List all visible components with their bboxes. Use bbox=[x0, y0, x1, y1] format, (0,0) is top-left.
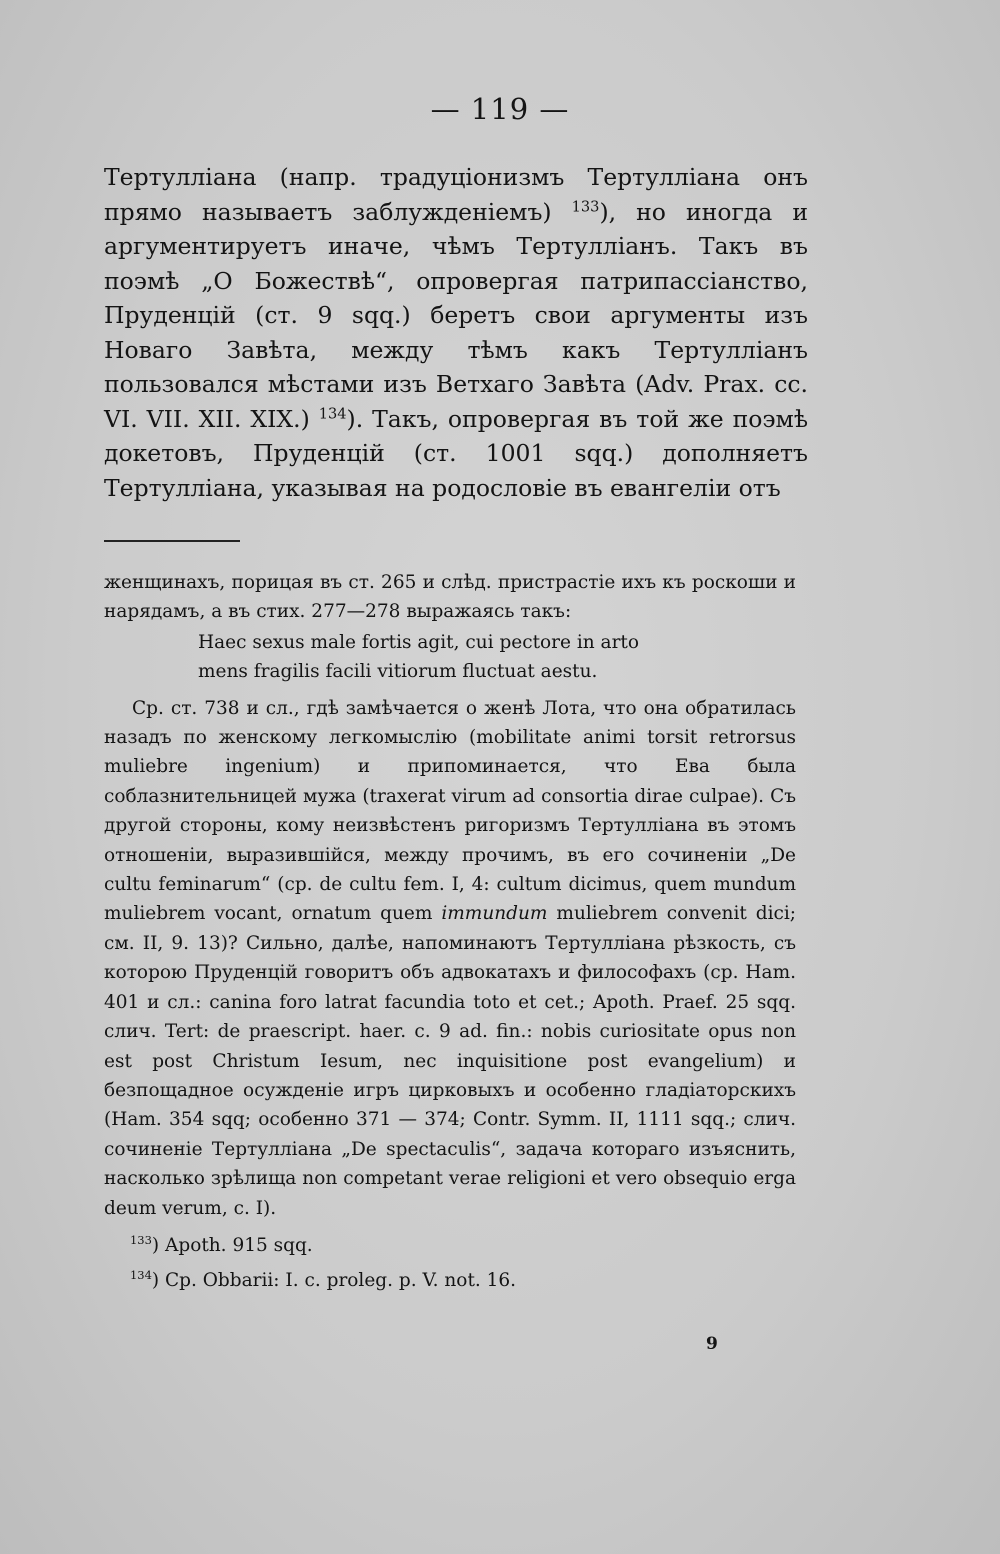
continued-note-intro: женщинахъ, порицая въ ст. 265 и слѣд. пристрастіе ихъ къ роскоши и нарядамъ, а въ стих. 277—278 выражаясь такъ: bbox=[104, 572, 796, 623]
signature-mark: 9 bbox=[706, 1334, 718, 1354]
verse-line: Haec sexus male fortis agit, cui pectore in arto bbox=[198, 631, 640, 653]
main-text-part-1: Тертулліана (напр. традуціонизмъ Тертулліана онъ прямо называетъ заблужденіемъ) bbox=[104, 163, 808, 226]
footnote-133 bbox=[104, 1231, 796, 1260]
footnote-separator-rule bbox=[104, 540, 240, 542]
main-text bbox=[104, 160, 808, 505]
continued-note-paragraph bbox=[104, 694, 796, 1223]
note-italic-word: immundum bbox=[441, 903, 548, 925]
verse-line: mens fragilis facili vitiorum fluctuat aestu. bbox=[198, 661, 598, 683]
footnote-number: 134 bbox=[130, 1268, 152, 1283]
main-text-part-3: ). Такъ, опровергая въ той же поэмѣ докетовъ, Пруденцій (ст. 1001 sqq.) дополняетъ Тертулліана, указывая на родословіе въ евангеліи отъ bbox=[104, 404, 808, 502]
page-number-header: — 119 — bbox=[430, 92, 570, 126]
footnote-ref-133[interactable]: 133 bbox=[571, 197, 600, 215]
latin-verse-quote bbox=[104, 628, 796, 687]
footnote-text: ) Apoth. 915 sqq. bbox=[151, 1234, 313, 1256]
main-paragraph bbox=[104, 160, 808, 505]
footnote-ref-134[interactable]: 134 bbox=[318, 404, 347, 422]
footnote-text: ) Ср. Obbarii: I. c. proleg. p. V. not. 16. bbox=[151, 1270, 517, 1292]
footnotes-section bbox=[104, 568, 796, 1296]
note-text-part-a: Ср. ст. 738 и сл., гдѣ замѣчается о женѣ Лота, что она обратилась назадъ по женскому легкомыслію (mobilitate animi torsit retrorsus muliebre ingenium) и припоминается, что Ева была соблазнительницей мужа (traxerat virum ad consortia dirae culpae). Съ другой стороны, кому неизвѣстенъ ригоризмъ Тертулліана въ этомъ отношеніи, выразившійся, между прочимъ, въ его сочиненіи „De cultu feminarum“ (ср. de cultu fem. I, 4: cultum dicimus, quem mundum muliebrem vocant, ornatum quem bbox=[104, 697, 796, 925]
main-text-part-2: ), но иногда и аргументируетъ иначе, чѣмъ Тертулліанъ. Такъ въ поэмѣ „О Божествѣ“, опровергая патрипассіанство, Пруденцій (ст. 9 sqq.) беретъ свои аргументы изъ Новаго Завѣта, между тѣмъ какъ Тертулліанъ пользовался мѣстами изъ Ветхаго Завѣта (Adv. Prax. cc. VI. VII. XII. XIX.) bbox=[104, 197, 808, 433]
note-text-part-b: muliebrem convenit dici; см. II, 9. 13)? Сильно, далѣе, напоминаютъ Тертулліана рѣзкость, съ которою Пруденцій говоритъ объ адвокатахъ и философахъ (ср. Ham. 401 и сл.: canina foro latrat facundia toto et cet.; Apoth. Praef. 25 sqq. слич. Tert: de praescript. haer. c. 9 ad. fin.: nobis curiositate opus non est post Christum Iesum, nec inquisitione post evangelium) и безпощадное осужденіе игръ цирковыхъ и особенно гладіаторскихъ (Ham. 354 sqq; особенно 371 — 374; Contr. Symm. II, 1111 sqq.; слич. сочиненіе Тертулліана „De spectaculis“, задача котораго изъяснить, насколько зрѣлища non competant verae religioni et vero obsequio erga deum verum, c. I). bbox=[104, 903, 796, 1219]
footnote-number: 133 bbox=[130, 1233, 152, 1248]
footnote-134 bbox=[104, 1266, 796, 1295]
